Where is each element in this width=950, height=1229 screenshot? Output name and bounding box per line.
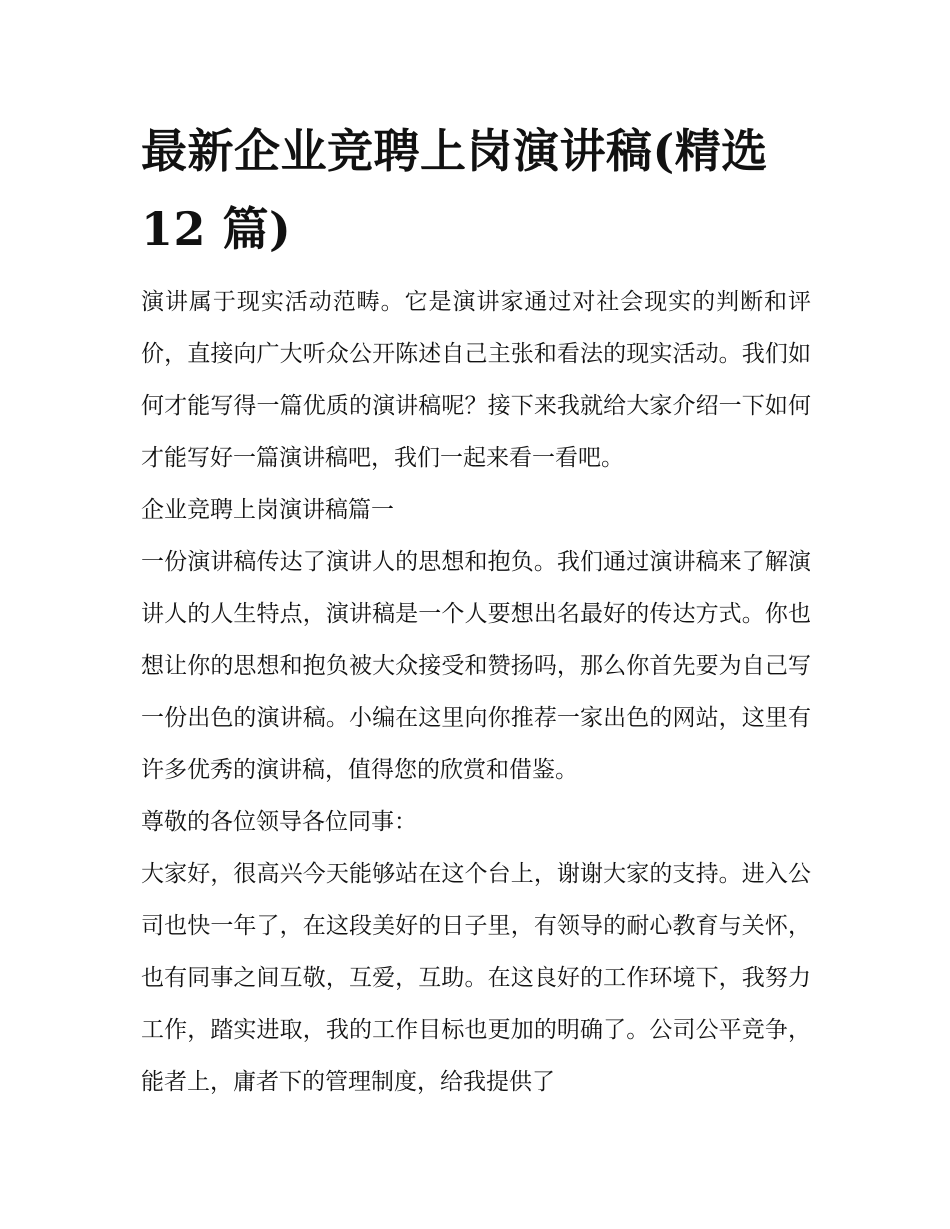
salutation: 尊敬的各位领导各位同事： [141, 809, 417, 835]
body-paragraph: 大家好，很高兴今天能够站在这个台上，谢谢大家的支持。进入公司也快一年了，在这段美好的日子里，有领导的耐心教育与关怀，也有同事之间互敬，互爱，互助。在这良好的工作环境下，我努力工作，踏实进取，我的工作目标也更加的明确了。公司公平竞争，能者上，庸者下的管理制度，给我提供了 [141, 861, 811, 1095]
section-heading: 企业竞聘上岗演讲稿篇一 [141, 497, 394, 523]
intro-paragraph: 演讲属于现实活动范畴。它是演讲家通过对社会现实的判断和评价，直接向广大听众公开陈述自己主张和看法的现实活动。我们如何才能写得一篇优质的演讲稿呢？接下来我就给大家介绍一下如何才能写好一篇演讲稿吧，我们一起来看一看吧。 [141, 289, 811, 471]
document-title: 最新企业竞聘上岗演讲稿(精选 12 篇) [141, 124, 768, 256]
section-intro-paragraph: 一份演讲稿传达了演讲人的思想和抱负。我们通过演讲稿来了解演讲人的人生特点，演讲稿是一个人要想出名最好的传达方式。你也想让你的思想和抱负被大众接受和赞扬吗，那么你首先要为自己写一份出色的演讲稿。小编在这里向你推荐一家出色的网站，这里有许多优秀的演讲稿，值得您的欣赏和借鉴。 [141, 549, 811, 783]
document-page [141, 112, 811, 1108]
document-body [141, 276, 811, 1108]
